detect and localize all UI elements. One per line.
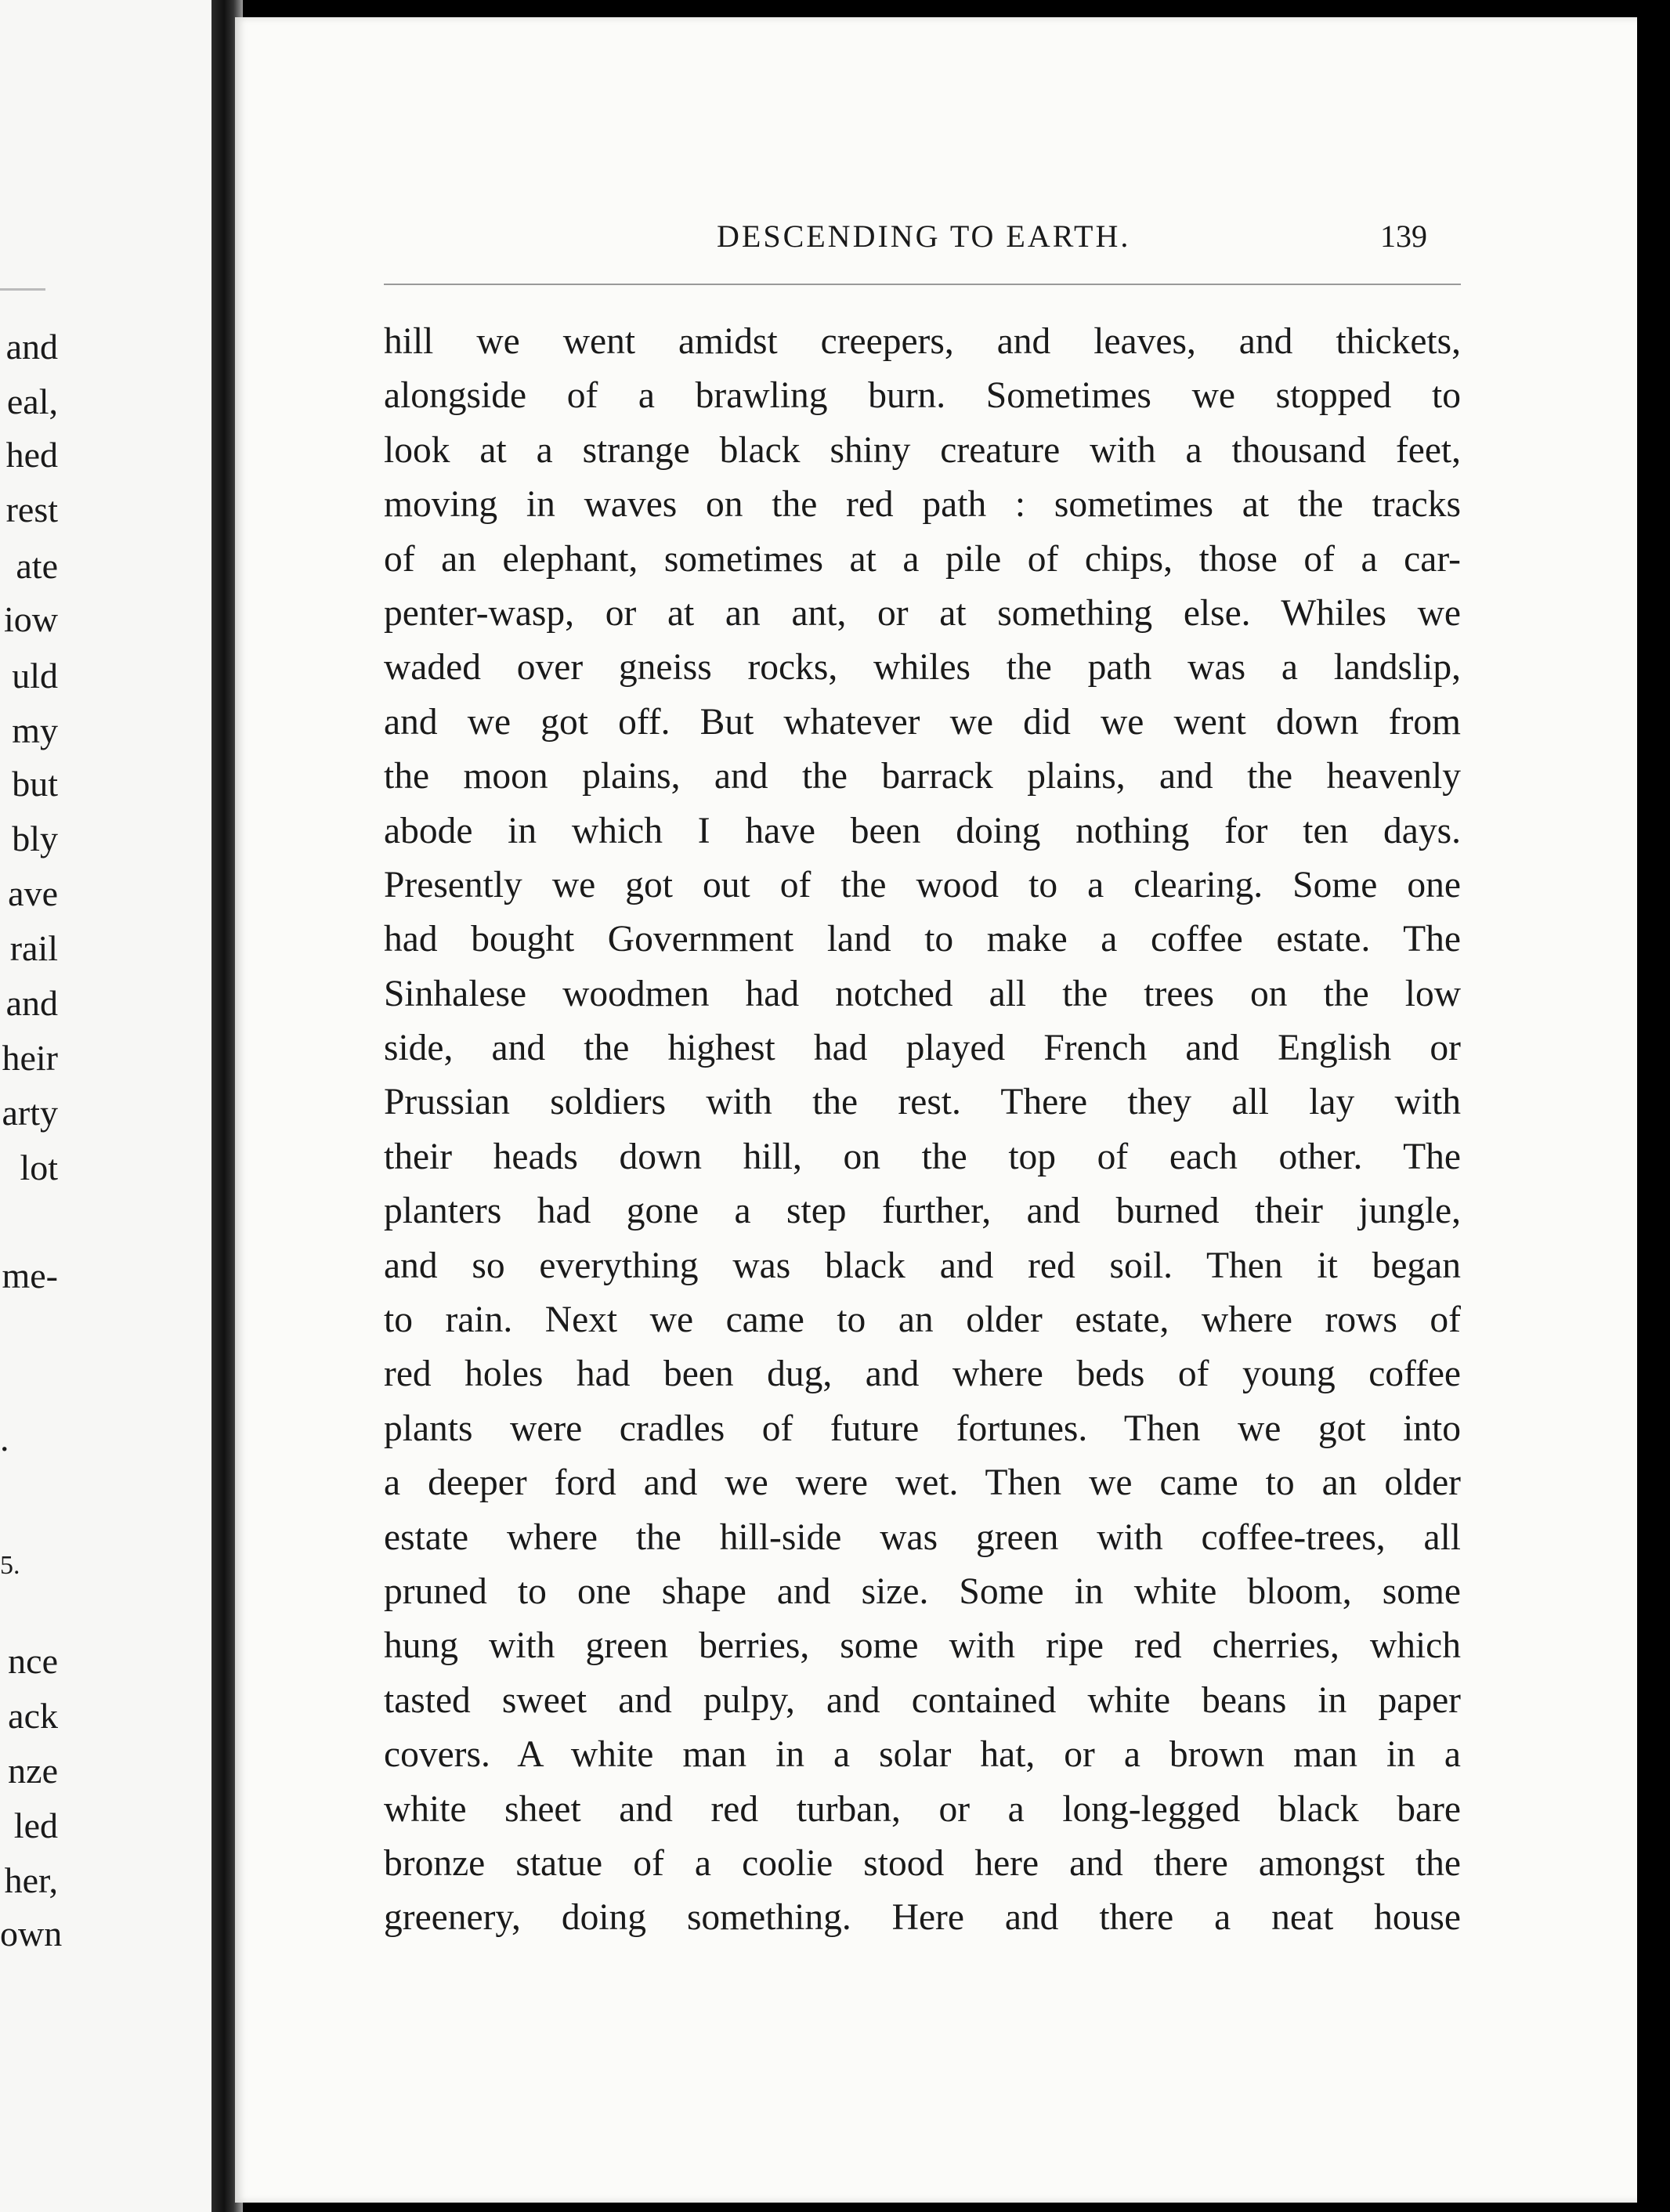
left-page-line-fragment: my <box>12 710 58 750</box>
text-line: waded over gneiss rocks, whiles the path was a landslip, <box>384 647 1461 689</box>
text-line: and we got off. But whatever we did we went down from <box>384 701 1461 743</box>
text-line: tasted sweet and pulpy, and contained white beans in paper <box>384 1679 1461 1721</box>
left-page-line-fragment: her, <box>4 1860 58 1900</box>
text-line: pruned to one shape and size. Some in white bloom, some <box>384 1570 1461 1612</box>
left-page-line-fragment: nze <box>8 1751 58 1791</box>
running-title: DESCENDING TO EARTH. <box>717 219 1131 254</box>
text-line: alongside of a brawling burn. Sometimes we stopped to <box>384 375 1461 417</box>
left-page-line-fragment: heir <box>2 1038 58 1078</box>
left-page-line-fragment: bly <box>12 819 58 858</box>
text-line: planters had gone a step further, and burned their jungle, <box>384 1191 1461 1232</box>
text-line: their heads down hill, on the top of each other. The <box>384 1136 1461 1177</box>
left-page-line-fragment: ack <box>8 1696 58 1736</box>
left-page-line-fragment: uld <box>12 656 58 696</box>
left-page-line-fragment: . <box>0 1419 9 1458</box>
text-line: to rain. Next we came to an older estate, where rows of <box>384 1299 1461 1341</box>
page-number: 139 <box>1380 219 1427 254</box>
left-page-line-fragment: 5. <box>0 1551 20 1580</box>
text-line: and so everything was black and red soil. Then it began <box>384 1245 1461 1286</box>
text-line: hill we went amidst creepers, and leaves, and thickets, <box>384 321 1461 362</box>
text-line: Sinhalese woodmen had notched all the trees on the low <box>384 973 1461 1014</box>
left-page-line-fragment: lot <box>20 1148 58 1187</box>
left-page-line-fragment: and <box>5 327 58 367</box>
text-line: penter-wasp, or at an ant, or at something else. Whiles we <box>384 592 1461 634</box>
left-page-line-fragment: own <box>0 1914 63 1954</box>
text-line: estate where the hill-side was green with coffee-trees, all <box>384 1516 1461 1558</box>
text-line: the moon plains, and the barrack plains, and the heavenly <box>384 756 1461 797</box>
text-line: a deeper ford and we were wet. Then we came to an older <box>384 1462 1461 1504</box>
left-page-line-fragment: ave <box>8 873 58 913</box>
left-page-line-fragment: rest <box>5 490 58 530</box>
text-line: red holes had been dug, and where beds of young coffee <box>384 1354 1461 1395</box>
left-page-line-fragment: ate <box>16 546 58 586</box>
text-line: white sheet and red turban, or a long-legged black bare <box>384 1788 1461 1830</box>
left-page-line-fragment: hed <box>5 435 58 475</box>
text-line: bronze statue of a coolie stood here and there amongst the <box>384 1842 1461 1884</box>
header-rule <box>384 284 1461 285</box>
page-edge-shadow <box>1637 0 1670 2212</box>
text-line: had bought Government land to make a coffee estate. The <box>384 919 1461 960</box>
body-text <box>384 315 1461 1946</box>
left-page-line-fragment: arty <box>2 1093 58 1133</box>
text-line: moving in waves on the red path : sometimes at the tracks <box>384 484 1461 526</box>
left-page-line-fragment: eal, <box>6 381 58 421</box>
text-line: of an elephant, sometimes at a pile of chips, those of a car- <box>384 538 1461 580</box>
left-page-line-fragment: me- <box>2 1256 58 1296</box>
text-line: side, and the highest had played French and English or <box>384 1028 1461 1069</box>
text-line: Presently we got out of the wood to a clearing. Some one <box>384 864 1461 905</box>
text-line: greenery, doing something. Here and there a neat house <box>384 1897 1461 1939</box>
left-page-line-fragment: nce <box>8 1641 58 1681</box>
left-facing-page <box>0 0 211 2212</box>
text-line: look at a strange black shiny creature with a thousand feet, <box>384 429 1461 471</box>
left-page-line-fragment: rail <box>9 928 58 968</box>
text-line: abode in which I have been doing nothing for ten days. <box>384 810 1461 851</box>
left-page-line-fragment: but <box>12 764 58 804</box>
text-line: plants were cradles of future fortunes. Then we got into <box>384 1408 1461 1449</box>
text-line: hung with green berries, some with ripe red cherries, which <box>384 1625 1461 1667</box>
left-page-line-fragment: led <box>13 1805 58 1845</box>
text-line: covers. A white man in a solar hat, or a brown man in a <box>384 1734 1461 1776</box>
left-page-rule <box>0 288 45 291</box>
text-line: Prussian soldiers with the rest. There they all lay with <box>384 1082 1461 1123</box>
left-page-line-fragment: iow <box>4 599 58 639</box>
left-page-line-fragment: and <box>5 983 58 1023</box>
